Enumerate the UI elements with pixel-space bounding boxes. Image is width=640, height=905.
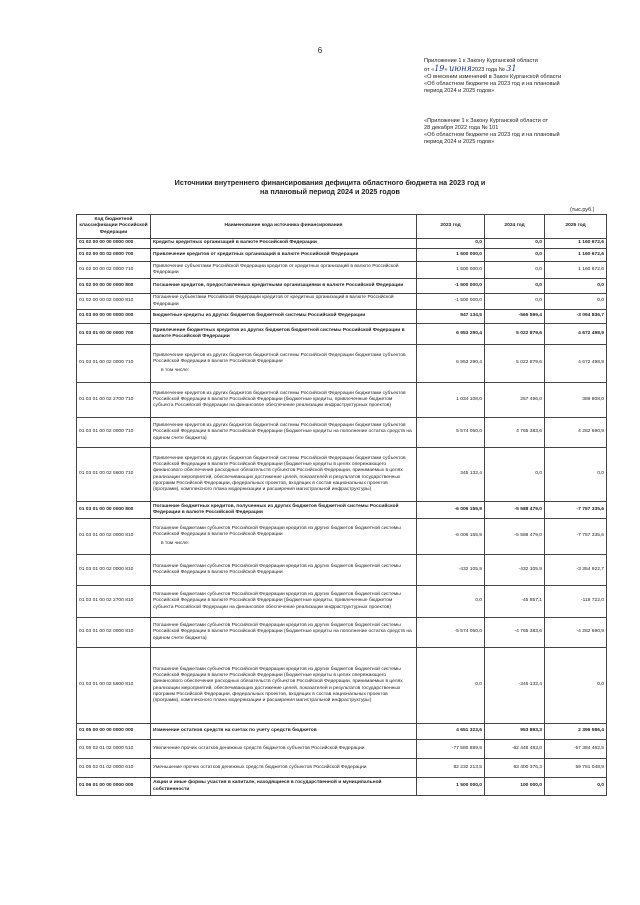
header-name: Наименование кода источника финансирования [151,215,417,239]
value-2025: 1 160 672,6 [545,239,607,249]
value-2024: 953 893,3 [485,724,545,740]
value-2024: -432 105,9 [485,555,545,586]
document-title: Источники внутреннего финансирования дефицита областного бюджета на 2023 год и на плановый период 2024 и 2025 годов [174,178,486,196]
name-cell: Привлечение кредитов от кредитных организаций в валюте Российской Федерации [151,249,417,262]
value-2023: 947 134,5 [417,310,485,324]
value-2023: 0,0 [417,239,485,249]
value-2023: -1 500 000,0 [417,294,485,310]
value-2025: 0,0 [545,294,607,310]
value-2025: 0,0 [545,279,607,294]
name-cell: Привлечение кредитов из других бюджетов бюджетной системы Российской Федерации бюджетами субъектов Российской Федерации в валюте Российской Федерации (бюджетные кредиты в целях опережающего финансового обеспечения расходных обязательств субъектов Российской Федерации, принимаемых в целях реализации мероприятий, обеспечивающих достижение целей, показателей и результатов государственных программ Российской Федерации, федеральных проектов, входящих в состав национальных проектов (программ), комплексного плана модернизации и расширения магистральной инфраструктуры) [151,448,417,502]
table-row [77,418,607,448]
code-cell: 01 05 02 01 02 0000 610 [77,759,151,778]
table-row [77,345,607,383]
value-2025: -4 282 690,9 [545,618,607,648]
name-cell: Кредиты кредитных организаций в валюте Российской Федерации [151,239,417,249]
value-2025: 1 160 672,6 [545,249,607,262]
code-cell: 01 03 01 00 00 0000 800 [77,502,151,519]
appendix-line: «Приложение 1 к Закону Курганской области от [424,118,549,124]
name-cell: Увеличение прочих остатков денежных средств бюджетов субъектов Российской Федерации [151,740,417,759]
value-2025: 2 396 586,4 [545,724,607,740]
value-2024: -345 132,4 [485,648,545,724]
name-cell: Погашение кредитов, предоставленных кредитными организациями в валюте Российской Федерации [151,279,417,294]
code-cell: 01 03 01 00 02 2700 810 [77,586,151,618]
value-2024: 0,0 [485,262,545,279]
value-2025: 4 672 498,9 [545,324,607,345]
header-2023: 2023 год [417,215,485,239]
value-2025: 4 672 498,9 [545,345,607,383]
value-2024: -62 446 483,0 [485,740,545,759]
table-row [77,724,607,740]
table-row [77,555,607,586]
name-cell: Привлечение кредитов из других бюджетов бюджетной системы Российской Федерации бюджетами субъектов Российской Федерации в валюте Российской Федерации (бюджетные кредиты, привлеченные бюджетом субъекта Российской Федерации на финансовое обеспечение реализации инфраструктурных проектов) [151,383,417,418]
value-2025: 0,0 [545,648,607,724]
appendix-line: период 2024 и 2025 годов» [424,88,495,94]
value-2023: 5 574 050,0 [417,418,485,448]
code-cell: 01 03 01 00 02 2700 710 [77,383,151,418]
value-2024: 0,0 [485,294,545,310]
row-description: Привлечение кредитов из других бюджетов бюджетной системы Российской Федерации бюджетами субъектов Российской Федерации в валюте Российской Федерации [153,353,406,365]
table-row [77,262,607,279]
name-cell: Уменьшение прочих остатков денежных средств бюджетов субъектов Российской Федерации [151,759,417,778]
table-row [77,324,607,345]
value-2025: 59 781 048,9 [545,759,607,778]
value-2023: 4 651 323,6 [417,724,485,740]
value-2024: -4 765 383,6 [485,618,545,648]
value-2024: 5 022 879,6 [485,345,545,383]
value-2023: 82 232 213,5 [417,759,485,778]
name-cell: Погашение бюджетных кредитов, полученных из других бюджетов бюджетной системы Российской Федерации в валюте Российской Федерации [151,502,417,519]
value-2024: -5 588 479,0 [485,502,545,519]
appendix-line: «О внесении изменений в Закон Курганской области [424,74,562,80]
code-cell: 01 03 01 00 02 0000 710 [77,418,151,448]
previous-appendix-reference [424,118,614,146]
name-cell [151,519,417,555]
appendix-line: «Об областном бюджете на 2023 год и на плановый [424,81,560,87]
value-2023: 1 500 000,0 [417,262,485,279]
value-2025: 389 808,0 [545,383,607,418]
value-2023: 6 953 290,4 [417,345,485,383]
value-2025: 0,0 [545,778,607,796]
code-cell: 01 03 01 00 00 0000 700 [77,324,151,345]
financing-sources-table [76,214,607,796]
code-cell: 01 03 00 00 00 0000 000 [77,310,151,324]
value-2023: 6 953 290,4 [417,324,485,345]
code-cell: 01 02 00 00 00 0000 800 [77,279,151,294]
appendix-line: Приложение 1 к Закону Курганской области [424,58,538,64]
handwritten-month: июня [449,64,472,73]
unit-label: (тыс.руб.) [570,207,595,213]
value-2024: -565 599,4 [485,310,545,324]
header-2024: 2024 год [485,215,545,239]
value-2024: -5 588 479,0 [485,519,545,555]
code-cell: 01 06 01 00 00 0000 000 [77,778,151,796]
handwritten-day: 19 [434,64,445,73]
table-row [77,778,607,796]
table-row [77,586,607,618]
value-2023: -77 580 889,9 [417,740,485,759]
value-2023: 1 034 108,0 [417,383,485,418]
value-2025: -57 384 462,5 [545,740,607,759]
value-2024: 5 022 879,6 [485,324,545,345]
value-2024: -45 857,1 [485,586,545,618]
table-row [77,294,607,310]
code-cell: 01 05 02 01 02 0000 510 [77,740,151,759]
table-row [77,310,607,324]
code-cell: 01 05 00 00 00 0000 000 [77,724,151,740]
table-row [77,740,607,759]
value-2025: -7 757 335,6 [545,502,607,519]
name-cell: Привлечение кредитов из других бюджетов бюджетной системы Российской Федерации бюджетами субъектов Российской Федерации в валюте Российской Федерации (бюджетные кредиты на пополнение остатка средств на едином счете бюджета) [151,418,417,448]
appendix-line: «Об областном бюджете на 2023 год и на плановый [424,132,560,138]
code-cell: 01 03 01 00 02 0000 810 [77,519,151,555]
value-2025: -3 094 836,7 [545,310,607,324]
code-cell: 01 03 01 00 02 0000 710 [77,345,151,383]
value-2025: -119 722,0 [545,586,607,618]
table-row [77,383,607,418]
handwritten-number: 31 [506,64,517,73]
value-2025: 4 282 690,9 [545,418,607,448]
row-description: Погашение бюджетами субъектов Российской Федерации кредитов из других бюджетов бюджетной системы Российской Федерации в валюте Российской Федерации [153,526,401,538]
value-2024: 0,0 [485,279,545,294]
value-2023: -6 006 155,9 [417,502,485,519]
value-2023: 0,0 [417,586,485,618]
value-2023: 1 500 000,0 [417,249,485,262]
value-2025: 0,0 [545,448,607,502]
value-2024: 63 400 376,3 [485,759,545,778]
name-cell: Бюджетные кредиты из других бюджетов бюджетной системы Российской Федерации [151,310,417,324]
value-2023: 1 500 000,0 [417,778,485,796]
table-row [77,519,607,555]
name-cell: Акции и иные формы участия в капитале, находящиеся в государственной и муниципальной собственности [151,778,417,796]
including-note: в том числе: [161,367,190,373]
code-cell: 01 03 01 00 02 0000 810 [77,618,151,648]
code-cell: 01 02 00 00 02 0000 700 [77,249,151,262]
header-2025: 2025 год [545,215,607,239]
value-2023: -5 574 050,0 [417,618,485,648]
code-cell: 01 02 00 00 02 0000 710 [77,262,151,279]
value-2025: -3 354 922,7 [545,555,607,586]
value-2024: 4 765 383,6 [485,418,545,448]
appendix-line: 28 декабря 2022 года № 101 [424,125,499,131]
name-cell: Погашение бюджетами субъектов Российской Федерации кредитов из других бюджетов бюджетной системы Российской Федерации в валюте Российской Федерации [151,555,417,586]
page-number: 6 [317,46,323,55]
name-cell: Привлечение бюджетных кредитов из других бюджетов бюджетной системы Российской Федерации в валюте Российской Федерации [151,324,417,345]
code-cell: 01 03 01 00 02 0000 810 [77,555,151,586]
appendix-line: период 2024 и 2025 годов» [424,139,495,145]
name-cell: Погашение бюджетами субъектов Российской Федерации кредитов из других бюджетов бюджетной системы Российской Федерации в валюте Российской Федерации (бюджетные кредиты, привлеченные бюджетом субъекта Российской Федерации на финансовое обеспечение реализации инфраструктурных проектов) [151,586,417,618]
name-cell: Изменение остатков средств на счетах по учету средств бюджетов [151,724,417,740]
name-cell [151,345,417,383]
value-2025: 1 160 672,6 [545,262,607,279]
table-row [77,648,607,724]
appendix-header [424,58,614,95]
code-cell: 01 03 01 00 02 5600 810 [77,648,151,724]
table-row [77,759,607,778]
name-cell: Погашение субъектами Российской Федерации кредитов от кредитных организаций в валюте Российской Федерации [151,294,417,310]
code-cell: 01 02 00 00 02 0000 810 [77,294,151,310]
table-row [77,502,607,519]
table-row [77,239,607,249]
table-row [77,279,607,294]
value-2024: 100 000,0 [485,778,545,796]
appendix-date-line: от «19» июня2023 года № 31 [424,64,517,73]
name-cell: Погашение бюджетами субъектов Российской Федерации кредитов из других бюджетов бюджетной системы Российской Федерации в валюте Российской Федерации (бюджетные кредиты в целях опережающего финансового обеспечения расходных обязательств субъектов Российской Федерации, принимаемых в целях реализации мероприятий, обеспечивающих достижение целей, показателей и результатов государственных программ Российской Федерации, федеральных проектов, входящих в состав национальных проектов (программ), комплексного плана модернизации и расширения магистральной инфраструктуры) [151,648,417,724]
value-2024: 257 496,0 [485,383,545,418]
value-2025: -7 757 335,6 [545,519,607,555]
value-2023: -432 105,9 [417,555,485,586]
name-cell: Погашение бюджетами субъектов Российской Федерации кредитов из других бюджетов бюджетной системы Российской Федерации в валюте Российской Федерации (бюджетные кредиты на пополнение остатка средств на едином счете бюджета) [151,618,417,648]
value-2024: 0,0 [485,239,545,249]
value-2023: 345 132,4 [417,448,485,502]
value-2024: 0,0 [485,448,545,502]
code-cell: 01 03 01 00 02 5600 710 [77,448,151,502]
table-row [77,618,607,648]
name-cell: Привлечение субъектами Российской Федерации кредитов от кредитных организаций в валюте Российской Федерации [151,262,417,279]
table-row [77,249,607,262]
code-cell: 01 02 00 00 00 0000 000 [77,239,151,249]
header-code: Код бюджетной классификации Российской Федерации [77,215,151,239]
table-row [77,448,607,502]
value-2023: -6 006 155,9 [417,519,485,555]
value-2024: 0,0 [485,249,545,262]
value-2023: -1 500 000,0 [417,279,485,294]
value-2023: 0,0 [417,648,485,724]
including-note: в том числе: [161,540,190,546]
